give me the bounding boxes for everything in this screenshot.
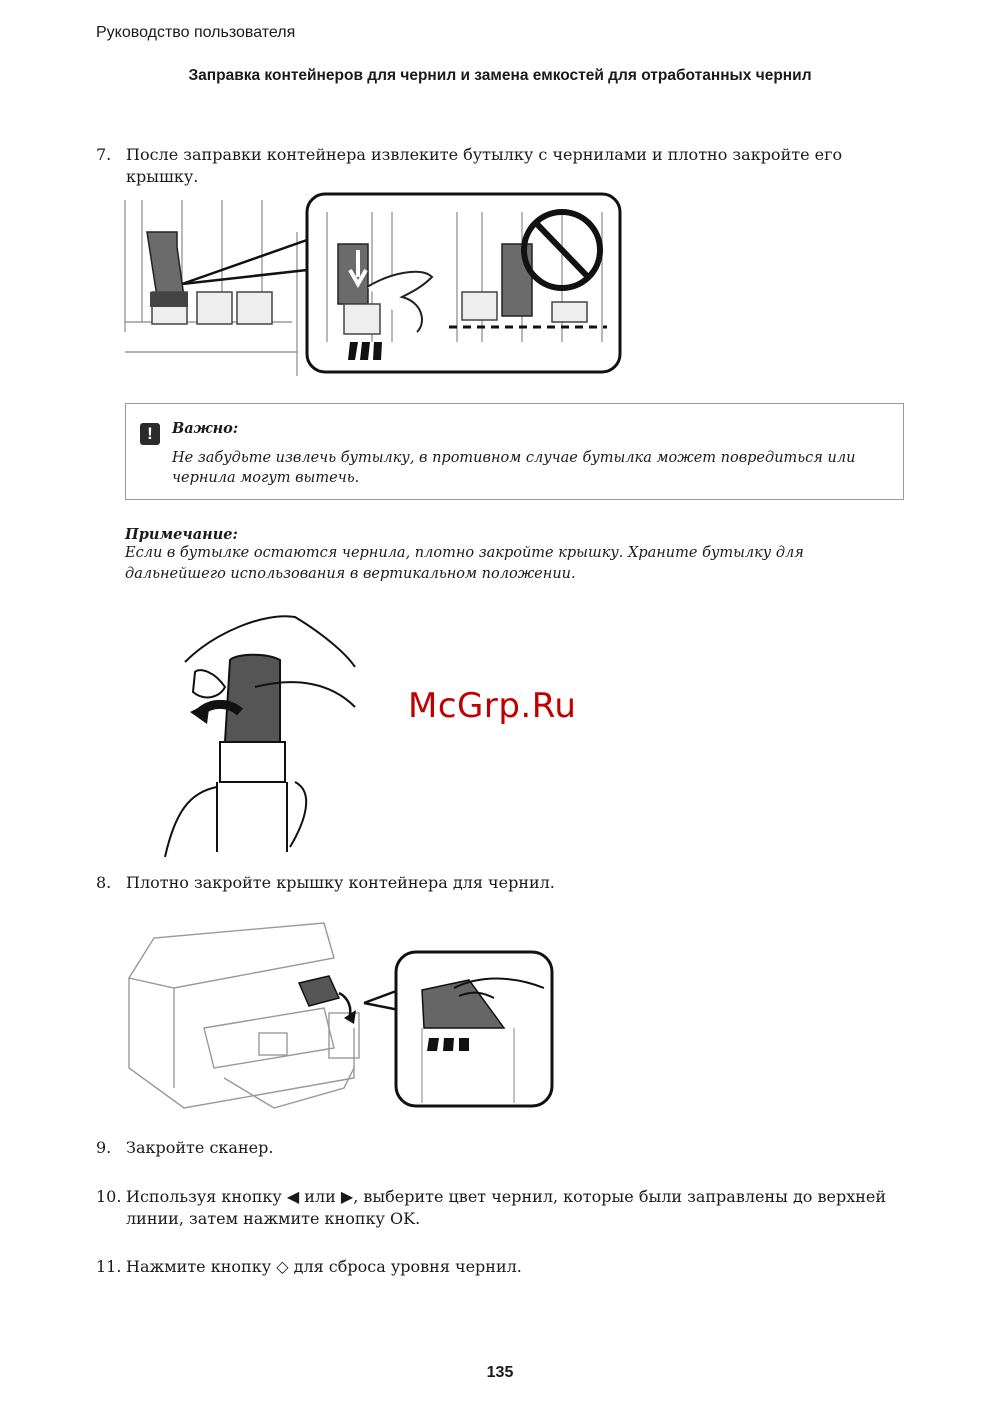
step-number: 9. (96, 1138, 112, 1157)
step-text: Используя кнопку ◀ или ▶, выберите цвет чернил, которые были заправлены до верхней линии, затем нажмите кнопку OK. (126, 1187, 887, 1228)
step-text: Закройте сканер. (126, 1138, 274, 1157)
important-box (125, 403, 904, 500)
step-text: Плотно закройте крышку контейнера для чернил. (126, 873, 555, 892)
watermark: McGrp.Ru (408, 686, 577, 726)
step-number: 11. (96, 1257, 122, 1276)
start-button-icon: ◇ (276, 1257, 289, 1276)
page-number: 135 (486, 1364, 514, 1381)
step-text: После заправки контейнера извлеките бутылку с чернилами и плотно закройте его крышку. (126, 145, 843, 186)
right-arrow-icon: ▶ (340, 1187, 354, 1206)
bottle-cap-illustration (155, 612, 365, 857)
step-number: 8. (96, 873, 112, 892)
ink-tank-closing-illustration (122, 192, 624, 376)
document-header: Руководство пользователя (96, 24, 296, 41)
step-number: 10. (96, 1187, 122, 1206)
step-text: Нажмите кнопку ◇ для сброса уровня чернил. (126, 1257, 522, 1276)
step-number: 7. (96, 145, 112, 164)
exclamation-icon: ! (140, 423, 160, 445)
printer-ink-tank-illustration (124, 918, 556, 1110)
section-title: Заправка контейнеров для чернил и замена емкостей для отработанных чернил (188, 67, 812, 84)
note-text: Если в бутылке остаются чернила, плотно закройте крышку. Храните бутылку для дальнейшего использования в вертикальном положении. (125, 545, 804, 582)
note-title: Примечание: (125, 526, 238, 543)
important-title: Важно: (172, 420, 239, 437)
important-text: Не забудьте извлечь бутылку, в противном случае бутылка может повредиться или чернила могут вытечь. (172, 450, 856, 486)
left-arrow-icon: ◀ (286, 1187, 300, 1206)
